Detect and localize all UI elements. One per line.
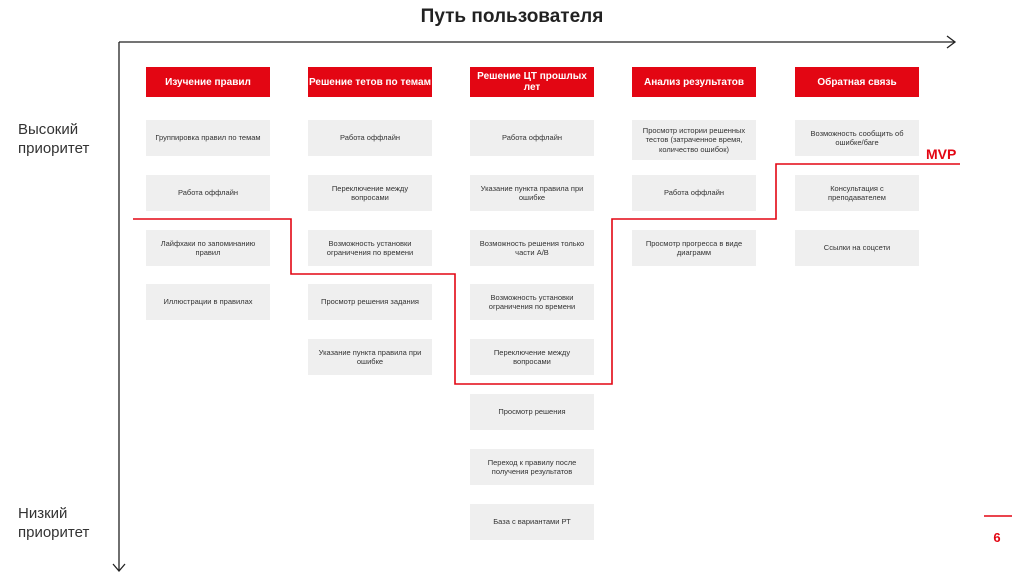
card: Группировка правил по темам <box>146 120 270 156</box>
mvp-label: MVP <box>926 146 957 162</box>
card: Возможность установки ограничения по времени <box>470 284 594 320</box>
card: Указание пункта правила при ошибке <box>308 339 432 375</box>
column-header-learning-rules: Изучение правил <box>146 67 270 97</box>
card: Консультация с преподавателем <box>795 175 919 211</box>
card: Работа оффлайн <box>146 175 270 211</box>
card: Возможность сообщить об ошибке/баге <box>795 120 919 156</box>
high-priority-label: Высокий приоритет <box>18 121 90 157</box>
page-title: Путь пользователя <box>420 6 604 27</box>
card: Возможность решения только части А/В <box>470 230 594 266</box>
card: Просмотр решения задания <box>308 284 432 320</box>
card: Переключение между вопросами <box>470 339 594 375</box>
card: Лайфхаки по запоминанию правил <box>146 230 270 266</box>
card: Иллюстрации в правилах <box>146 284 270 320</box>
card: Просмотр истории решенных тестов (затраченное время, количество ошибок) <box>632 120 756 160</box>
column-header-feedback: Обратная связь <box>795 67 919 97</box>
low-priority-label: Низкий приоритет <box>18 505 90 541</box>
column-header-results-analysis: Анализ результатов <box>632 67 756 97</box>
card: Указание пункта правила при ошибке <box>470 175 594 211</box>
card: Работа оффлайн <box>470 120 594 156</box>
card: Возможность установки ограничения по времени <box>308 230 432 266</box>
card: База с вариантами РТ <box>470 504 594 540</box>
card: Переход к правилу после получения результатов <box>470 449 594 485</box>
card: Переключение между вопросами <box>308 175 432 211</box>
column-header-past-ct: Решение ЦТ прошлых лет <box>470 67 594 97</box>
card: Просмотр прогресса в виде диаграмм <box>632 230 756 266</box>
card: Просмотр решения <box>470 394 594 430</box>
column-header-topic-tests: Решение тетов по темам <box>308 67 432 97</box>
card: Ссылки на соцсети <box>795 230 919 266</box>
page-number: 6 <box>993 530 1001 545</box>
card: Работа оффлайн <box>632 175 756 211</box>
card: Работа оффлайн <box>308 120 432 156</box>
